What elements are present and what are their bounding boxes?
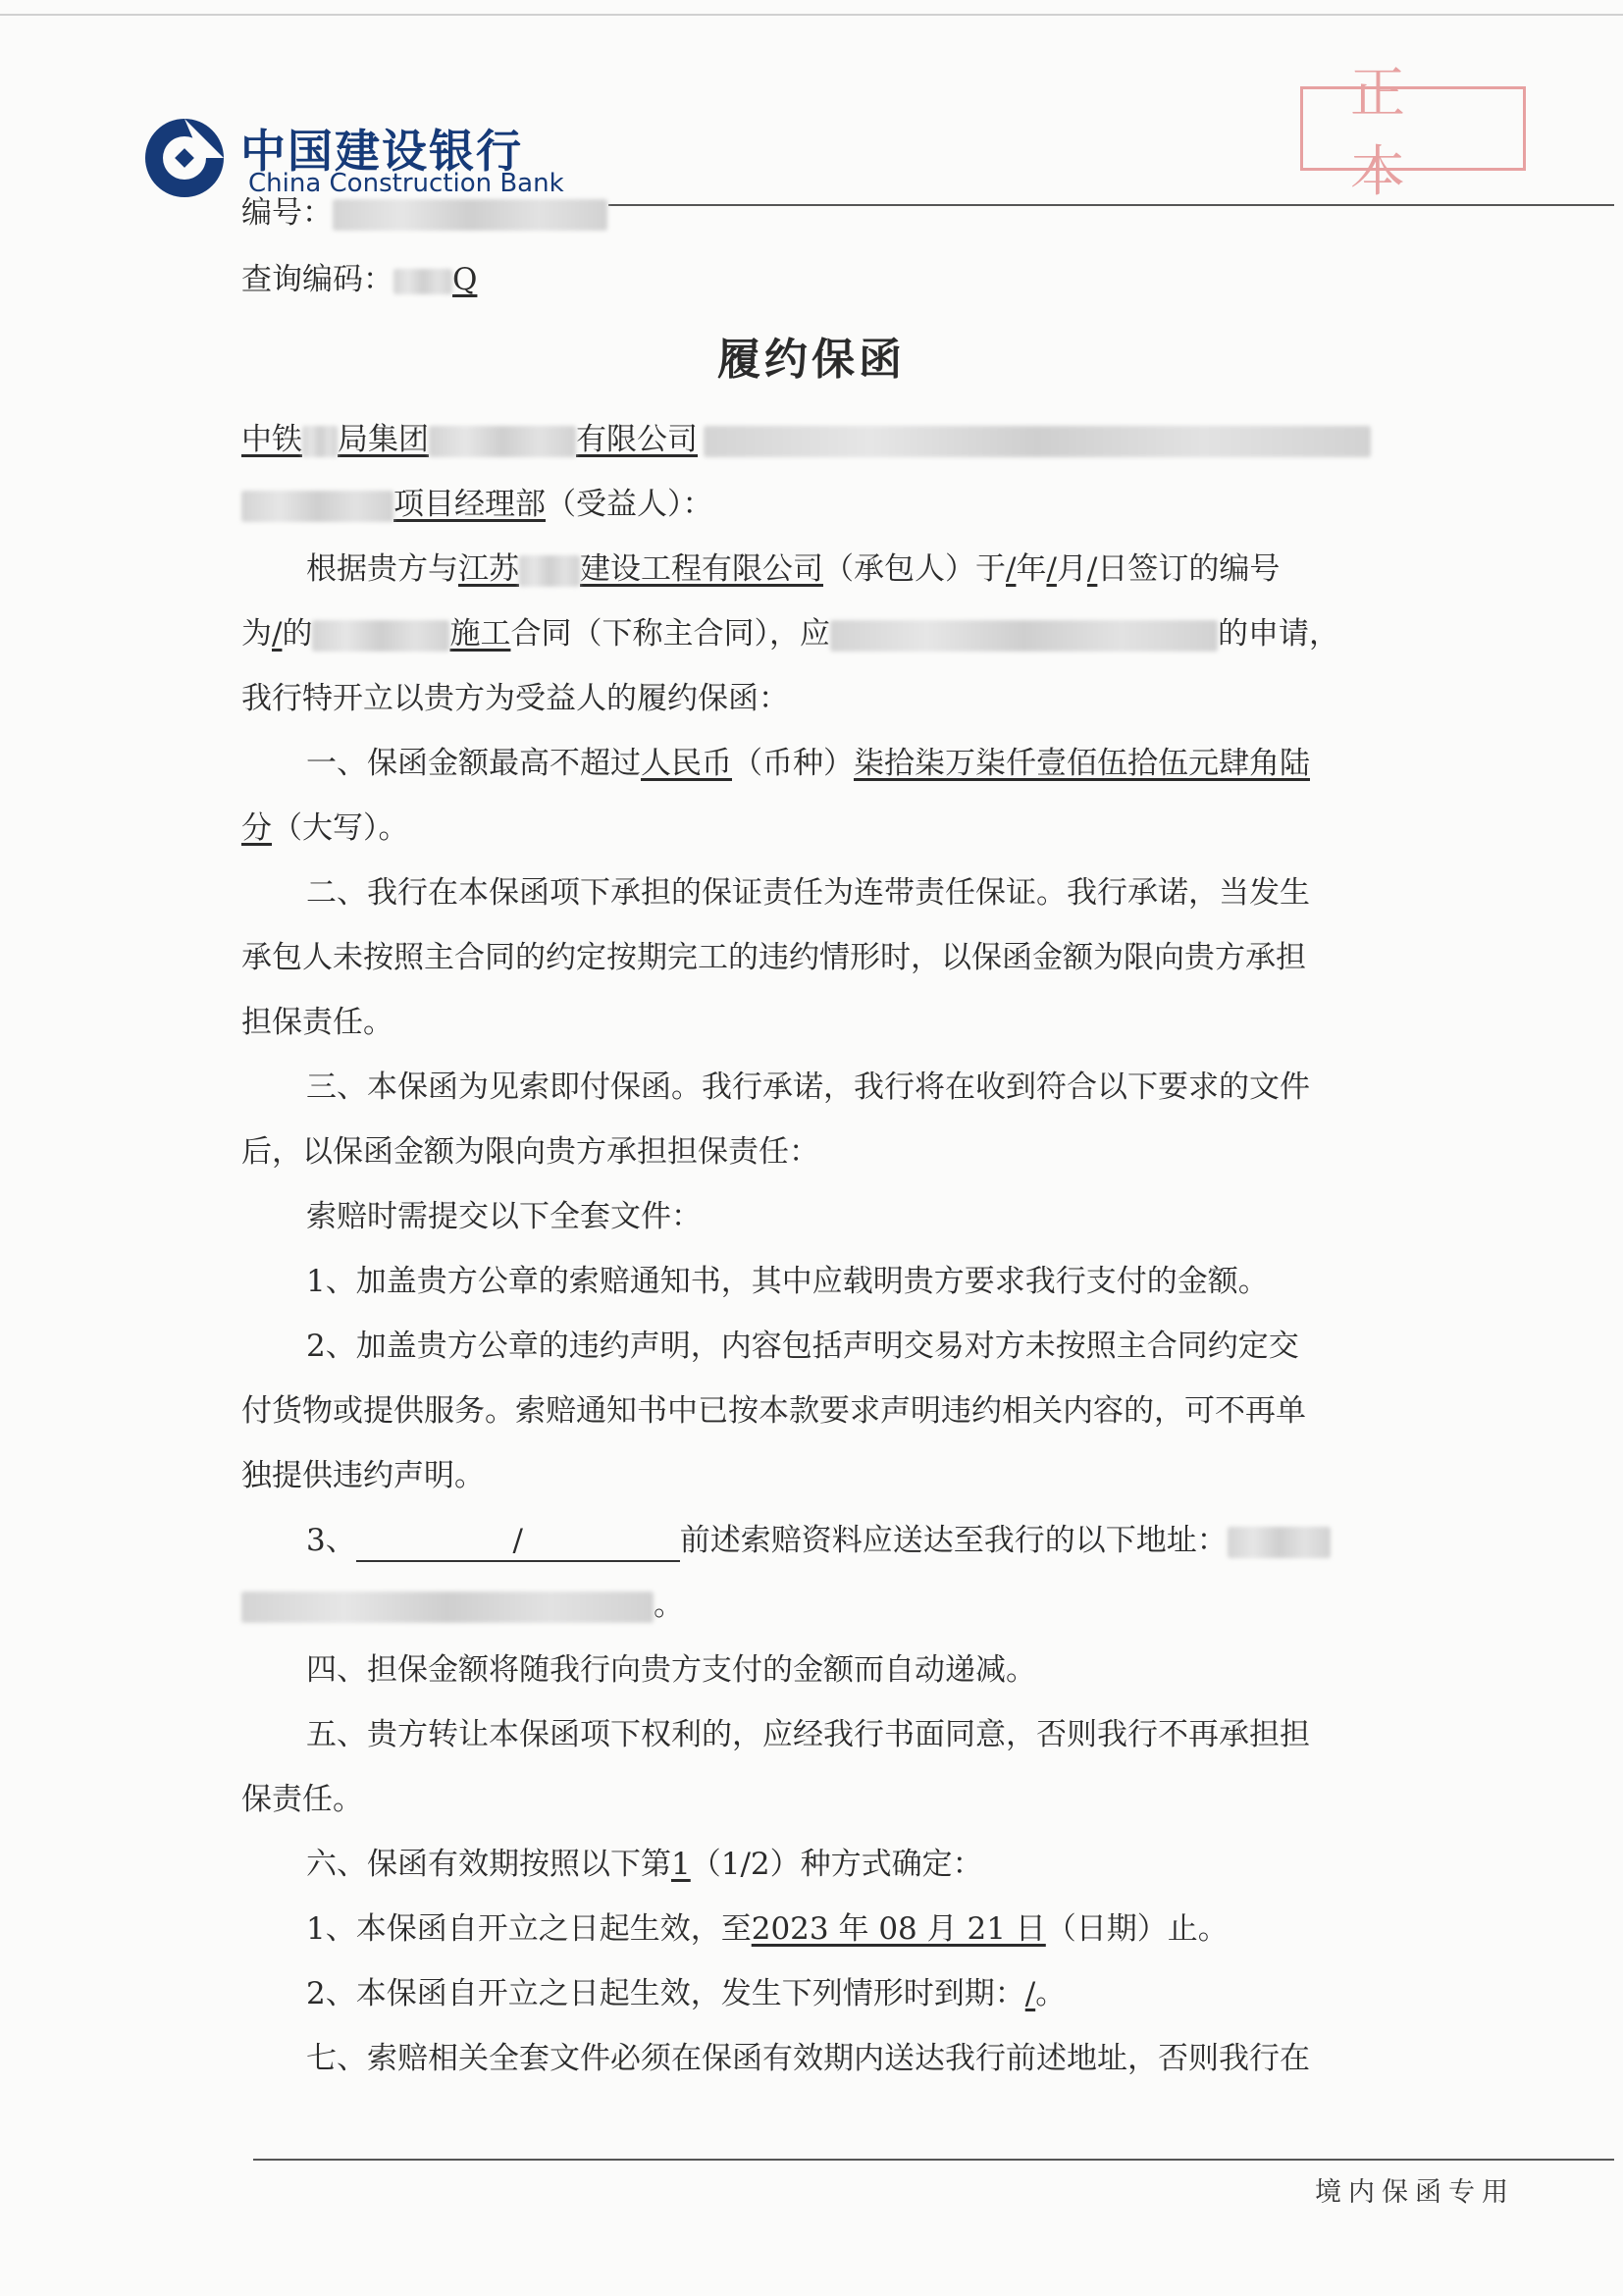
clause1-line-1: 一、保函金额最高不超过人民币（币种）柒拾柒万柒仟壹佰伍拾伍元肆角陆 [306,746,1310,781]
scan-edge-line [0,14,1623,16]
redacted-number [333,199,607,231]
item3-blank: / [356,1521,680,1562]
currency: 人民币 [641,746,732,781]
header-rule [608,204,1614,206]
clause6-line-1: 六、保函有效期按照以下第1（1/2）种方式确定： [306,1847,983,1882]
redacted-g [830,620,1218,652]
original-stamp: 正本 [1300,86,1526,171]
amount-in-words: 柒拾柒万柒仟壹佰伍拾伍元肆角陆 [854,746,1310,781]
query-code [393,262,477,297]
redacted-c [704,426,1371,457]
clause3-line-2: 后，以保函金额为限向贵方承担担保责任： [241,1134,819,1170]
footer-rule [253,2159,1614,2161]
bank-name-cn: 中国建设银行 [240,125,523,178]
addressee-line-2 [241,485,713,524]
query-suffix: Q [452,262,478,297]
clause3-item-1: 1、加盖贵方公章的索赔通知书，其中应载明贵方要求我行支付的金额。 [306,1264,1269,1299]
clause3-item-2-line-3: 独提供违约声明。 [241,1458,485,1493]
query-label: 查询编码： [241,262,393,297]
intro-line-3: 我行特开立以贵方为受益人的履约保函： [241,681,789,716]
clause2-line-2: 承包人未按照主合同的约定按期完工的违约情形时，以保函金额为限向贵方承担 [241,940,1306,975]
redacted-f [312,620,449,652]
clause2-line-1: 二、我行在本保函项下承担的保证责任为连带责任保证。我行承诺，当发生 [306,875,1310,911]
redacted-d [241,491,393,522]
clause3-item-3: 3、 / 前述索赔资料应送达至我行的以下地址： [306,1521,1331,1562]
number-label: 编号： [241,195,333,231]
clause1-line-2: 分（大写）。 [241,810,409,846]
redacted-query [393,269,452,294]
beneficiary-role: （受益人）： [546,487,713,522]
clause5-line-1: 五、贵方转让本保函项下权利的，应经我行书面同意，否则我行不再承担担 [306,1717,1310,1752]
query-line [241,260,477,299]
beneficiary-name: 中铁 局集团 有限公司 [241,422,698,457]
project-dept: 项目经理部 [393,487,546,522]
redacted-a [302,426,338,457]
expiry-date: 2023 年 08 月 21 日 [751,1911,1046,1947]
clause2-line-3: 担保责任。 [241,1005,393,1040]
addressee-line-1 [241,420,1371,459]
clause3-item-2-line-2: 付货物或提供服务。索赔通知书中已按本款要求声明违约相关内容的，可不再单 [241,1393,1306,1429]
ccb-logo-icon [142,116,227,200]
clause3-line-3: 索赔时需提交以下全套文件： [306,1199,702,1234]
clause7-line-1: 七、索赔相关全套文件必须在保函有效期内送达我行前述地址，否则我行在 [306,2041,1310,2076]
clause5-line-2: 保责任。 [241,1782,363,1817]
redacted-h [1228,1527,1331,1558]
redacted-address [241,1592,654,1623]
number-line [241,193,607,233]
redacted-e [519,555,580,587]
clause3-address-line: 。 [241,1586,684,1625]
document-title: 履约保函 [717,335,906,385]
intro-line-2: 为/的 施工合同（下称主合同），应 的申请， [241,616,1339,652]
clause4-line: 四、担保金额将随我行向贵方支付的金额而自动递减。 [306,1652,1036,1688]
bank-name-en: China Construction Bank [248,169,564,198]
footer-label: 境内保函专用 [1315,2177,1515,2208]
intro-line-1: 根据贵方与江苏 建设工程有限公司（承包人）于/年/月/日签订的编号 [306,551,1281,587]
redacted-b [429,426,576,457]
clause3-line-1: 三、本保函为见索即付保函。我行承诺，我行将在收到符合以下要求的文件 [306,1070,1310,1105]
validity-method: 1 [671,1847,691,1882]
clause6-option-2: 2、本保函自开立之日起生效，发生下列情形时到期：/。 [306,1976,1067,2011]
contractor-name: 江苏 建设工程有限公司 [458,551,823,587]
clause3-item-2-line-1: 2、加盖贵方公章的违约声明，内容包括声明交易对方未按照主合同约定交 [306,1329,1299,1364]
clause6-option-1: 1、本保函自开立之日起生效，至2023 年 08 月 21 日（日期）止。 [306,1911,1229,1947]
